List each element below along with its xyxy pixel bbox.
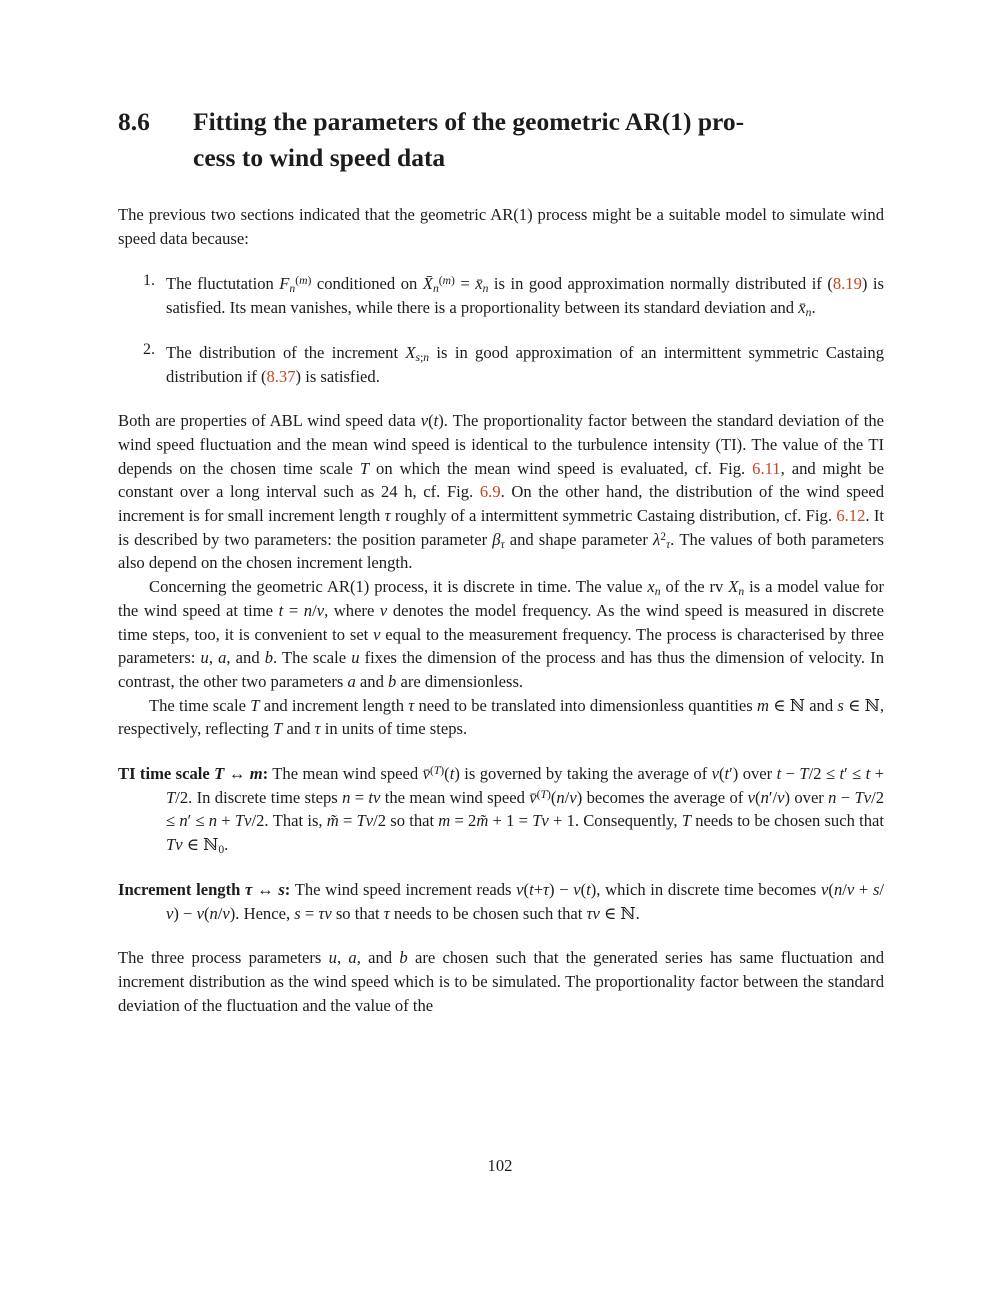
list-item-increment — [118, 341, 884, 388]
paragraph-intro: The previous two sections indicated that the geometric AR(1) process might be a suitable model to simulate wind speed data because: — [118, 205, 884, 248]
section-number: 8.6 — [118, 107, 150, 136]
list-item-number: 1. — [143, 272, 155, 290]
definition-increment-length: Increment length τ ↔ s: The wind speed increment reads v(t+τ) − v(t), which in discrete time becomes v(n/ν + s/ν) − v(n/ν). Hence, s = τν so that τ needs to be chosen such that τν ∈ ℕ. — [118, 879, 885, 923]
page-number: 102 — [487, 1156, 513, 1175]
fig-ref-6-11[interactable]: 6.11 — [752, 458, 781, 478]
numbered-list — [118, 272, 884, 388]
definition-list — [118, 762, 884, 925]
paragraph-translation: The time scale T and increment length τ need to be translated into dimensionless quantities m ∈ ℕ and s ∈ ℕ, respectively, reflecting T and τ in units of time steps. — [118, 695, 884, 739]
page-content — [118, 104, 884, 1017]
definition-ti-time-scale: TI time scale T ↔ m: The mean wind speed v̄$^{(T)}$(t) is governed by taking the average of v(t′) over t − T/2 ≤ t′ ≤ t + T/2. In discrete time steps n = tν the mean wind speed v̄$^{(T)}$(n/ν) becomes the average of v(n′/ν) over n − Tν/2 ≤ n′ ≤ n + Tν/2. That is, m̃ = Tν/2 so that m = 2m̃ + 1 = Tν + 1. Consequently, T needs to be chosen such that Tν ∈ ℕ$_0$. — [118, 763, 885, 857]
list-item-fluctuation — [118, 272, 884, 319]
paragraph-closing: The three process parameters u, a, and b are chosen such that the generated series has same fluctuation and increment distribution as the wind speed which is to be simulated. The proportionality factor between the standard deviation of the fluctuation and the value of the — [118, 948, 885, 1015]
section-heading — [118, 104, 884, 176]
fig-ref-6-9[interactable]: 6.9 — [479, 482, 501, 502]
fig-ref-6-12[interactable]: 6.12 — [836, 506, 866, 526]
paragraph-ar1-process: Concerning the geometric AR(1) process, it is discrete in time. The value $x_n$ of the rv $X_n$ is a model value for the wind speed at time t = n/ν, where ν denotes the model frequency. As the wind speed is measured in discrete time steps, too, it is convenient to set ν equal to the measurement frequency. The process is characterised by three parameters: u, a, and b. The scale u fixes the dimension of the process and has thus the dimension of velocity. In contrast, the other two parameters a and b are dimensionless. — [118, 577, 885, 691]
page-footer — [0, 1156, 1000, 1176]
eq-ref-8-19[interactable]: 8.19 — [832, 274, 862, 294]
eq-ref-8-37[interactable]: 8.37 — [266, 366, 296, 386]
list-item-text: The distribution of the increment $X_{s;n}$ is in good approximation of an intermittent symmetric Castaing distribution if (8.37) is satisfied. — [166, 342, 884, 386]
list-item-number: 2. — [143, 340, 155, 358]
list-item-text: The fluctutation $F_n^{(m)}$ conditioned on $X̄_n^{(m)}$ = $x̄_n$ is in good approximation normally distributed if (8.19) is satisfied. Its mean vanishes, while there is a proportionality between its standard deviation and $x̄_n$. — [166, 274, 884, 319]
paragraph-properties: Both are properties of ABL wind speed data v(t). The proportionality factor between the standard deviation of the wind speed fluctuation and the mean wind speed is identical to the turbulence intensity (TI). The value of the TI depends on the chosen time scale T on which the mean wind speed is evaluated, cf. Fig. 6.11, and might be constant over a long interval such as 24 h, cf. Fig. 6.9. On the other hand, the distribution of the wind speed increment is for small increment length τ roughly of a intermittent symmetric Castaing distribution, cf. Fig. 6.12. It is described by two parameters: the position parameter $\beta_\tau$ and shape parameter $\lambda^2_\tau$. The values of both parameters also depend on the chosen increment length. — [118, 411, 885, 573]
section-title: Fitting the parameters of the geometric AR(1) pro- cess to wind speed data — [193, 107, 745, 172]
